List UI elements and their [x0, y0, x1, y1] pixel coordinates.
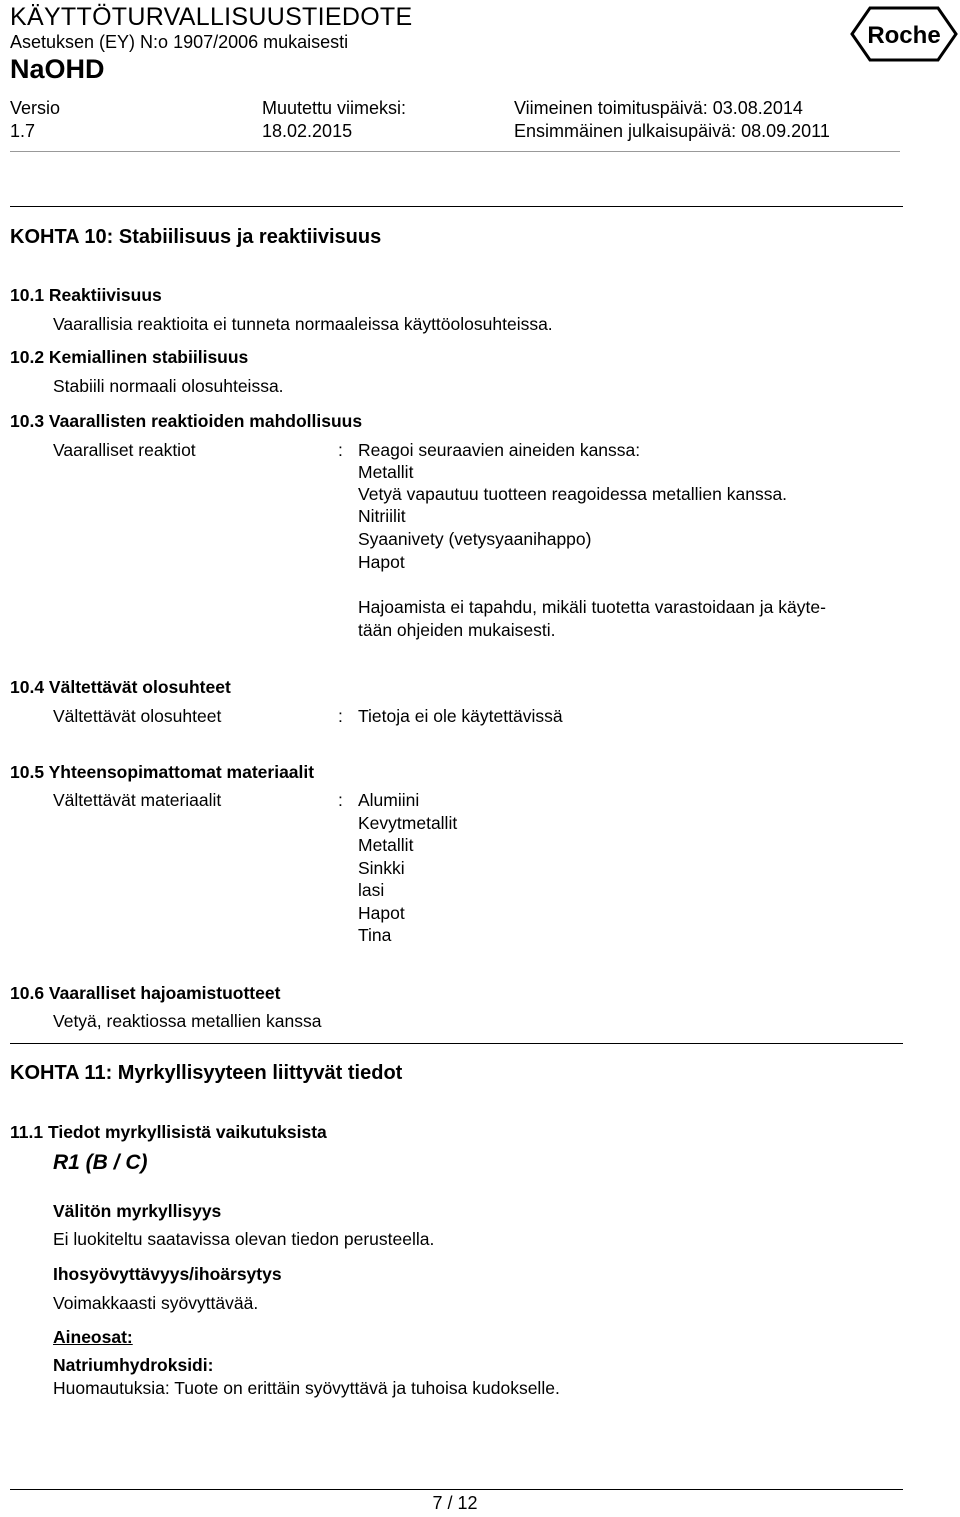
- modified-label: Muutettu viimeksi:: [262, 98, 407, 118]
- section-10-rule: [10, 206, 903, 207]
- reaction-line: Hapot: [358, 552, 405, 572]
- skin-corrosion-text: Voimakkaasti syövyttävää.: [53, 1293, 259, 1313]
- version-value: 1.7: [10, 121, 36, 141]
- header-divider: [10, 151, 900, 152]
- subsection-10-4-title: 10.4 Vältettävät olosuhteet: [10, 677, 231, 697]
- stability-text: Stabiili normaali olosuhteissa.: [53, 376, 284, 396]
- material-item: Metallit: [358, 835, 414, 855]
- sodium-hydroxide-label: Natriumhydroksidi:: [53, 1355, 214, 1375]
- acute-toxicity-title: Välitön myrkyllisyys: [53, 1201, 222, 1221]
- subsection-11-1-title: 11.1 Tiedot myrkyllisistä vaikutuksista: [10, 1122, 327, 1142]
- page-number: 7 / 12: [432, 1493, 478, 1513]
- subsection-10-6-title: 10.6 Vaaralliset hajoamistuotteet: [10, 983, 281, 1003]
- reaction-line: Nitriilit: [358, 506, 406, 526]
- conditions-value: Tietoja ei ole käytettävissä: [358, 706, 563, 726]
- r1-heading: R1 (B / C): [53, 1151, 148, 1174]
- field-colon: :: [338, 440, 343, 460]
- reaction-line: Reagoi seuraavien aineiden kanssa:: [358, 440, 641, 460]
- skin-corrosion-title: Ihosyövyttävyys/ihoärsytys: [53, 1264, 282, 1284]
- sodium-hydroxide-note: Huomautuksia: Tuote on erittäin syövyttävä ja tuhoisa kudokselle.: [53, 1378, 560, 1398]
- document-title: KÄYTTÖTURVALLISUUSTIEDOTE: [10, 3, 413, 31]
- subsection-10-5-title: 10.5 Yhteensopimattomat materiaalit: [10, 762, 315, 782]
- material-item: Kevytmetallit: [358, 813, 458, 833]
- reaction-line: Syaanivety (vetysyaanihappo): [358, 529, 592, 549]
- material-item: Sinkki: [358, 858, 405, 878]
- product-name: NaOHD: [10, 54, 105, 84]
- materials-label: Vältettävät materiaalit: [53, 790, 222, 810]
- subsection-10-2-title: 10.2 Kemiallinen stabiilisuus: [10, 347, 249, 367]
- regulation-text: Asetuksen (EY) N:o 1907/2006 mukaisesti: [10, 32, 349, 52]
- acute-toxicity-text: Ei luokiteltu saatavissa olevan tiedon perusteella.: [53, 1229, 435, 1249]
- decomposition-note: Hajoamista ei tapahdu, mikäli tuotetta varastoidaan ja käyte-: [358, 597, 826, 617]
- footer-rule: [10, 1489, 903, 1490]
- first-issue-date: Ensimmäinen julkaisupäivä: 08.09.2011: [514, 121, 830, 141]
- roche-logo-text: Roche: [867, 22, 941, 49]
- decomposition-note: tään ohjeiden mukaisesti.: [358, 620, 556, 640]
- section-11-title: KOHTA 11: Myrkyllisyyteen liittyvät tiedot: [10, 1062, 403, 1084]
- subsection-10-1-title: 10.1 Reaktiivisuus: [10, 285, 162, 305]
- material-item: Tina: [358, 925, 392, 945]
- section-11-rule: [10, 1043, 903, 1044]
- conditions-label: Vältettävät olosuhteet: [53, 706, 222, 726]
- roche-logo: [850, 6, 958, 62]
- section-10-title: KOHTA 10: Stabiilisuus ja reaktiivisuus: [10, 226, 382, 248]
- ingredients-label: Aineosat:: [53, 1327, 133, 1347]
- material-item: Alumiini: [358, 790, 420, 810]
- hazardous-reactions-label: Vaaralliset reaktiot: [53, 440, 196, 460]
- reaction-line: Vetyä vapautuu tuotteen reagoidessa metallien kanssa.: [358, 484, 788, 504]
- material-item: lasi: [358, 880, 385, 900]
- reaction-line: Metallit: [358, 462, 414, 482]
- material-item: Hapot: [358, 903, 405, 923]
- field-colon: :: [338, 706, 343, 726]
- modified-value: 18.02.2015: [262, 121, 353, 141]
- subsection-10-3-title: 10.3 Vaarallisten reaktioiden mahdollisuus: [10, 411, 363, 431]
- revision-date: Viimeinen toimituspäivä: 03.08.2014: [514, 98, 803, 118]
- field-colon: :: [338, 790, 343, 810]
- version-label: Versio: [10, 98, 61, 118]
- decomposition-products-text: Vetyä, reaktiossa metallien kanssa: [53, 1011, 322, 1031]
- reactivity-text: Vaarallisia reaktioita ei tunneta normaaleissa käyttöolosuhteissa.: [53, 314, 553, 334]
